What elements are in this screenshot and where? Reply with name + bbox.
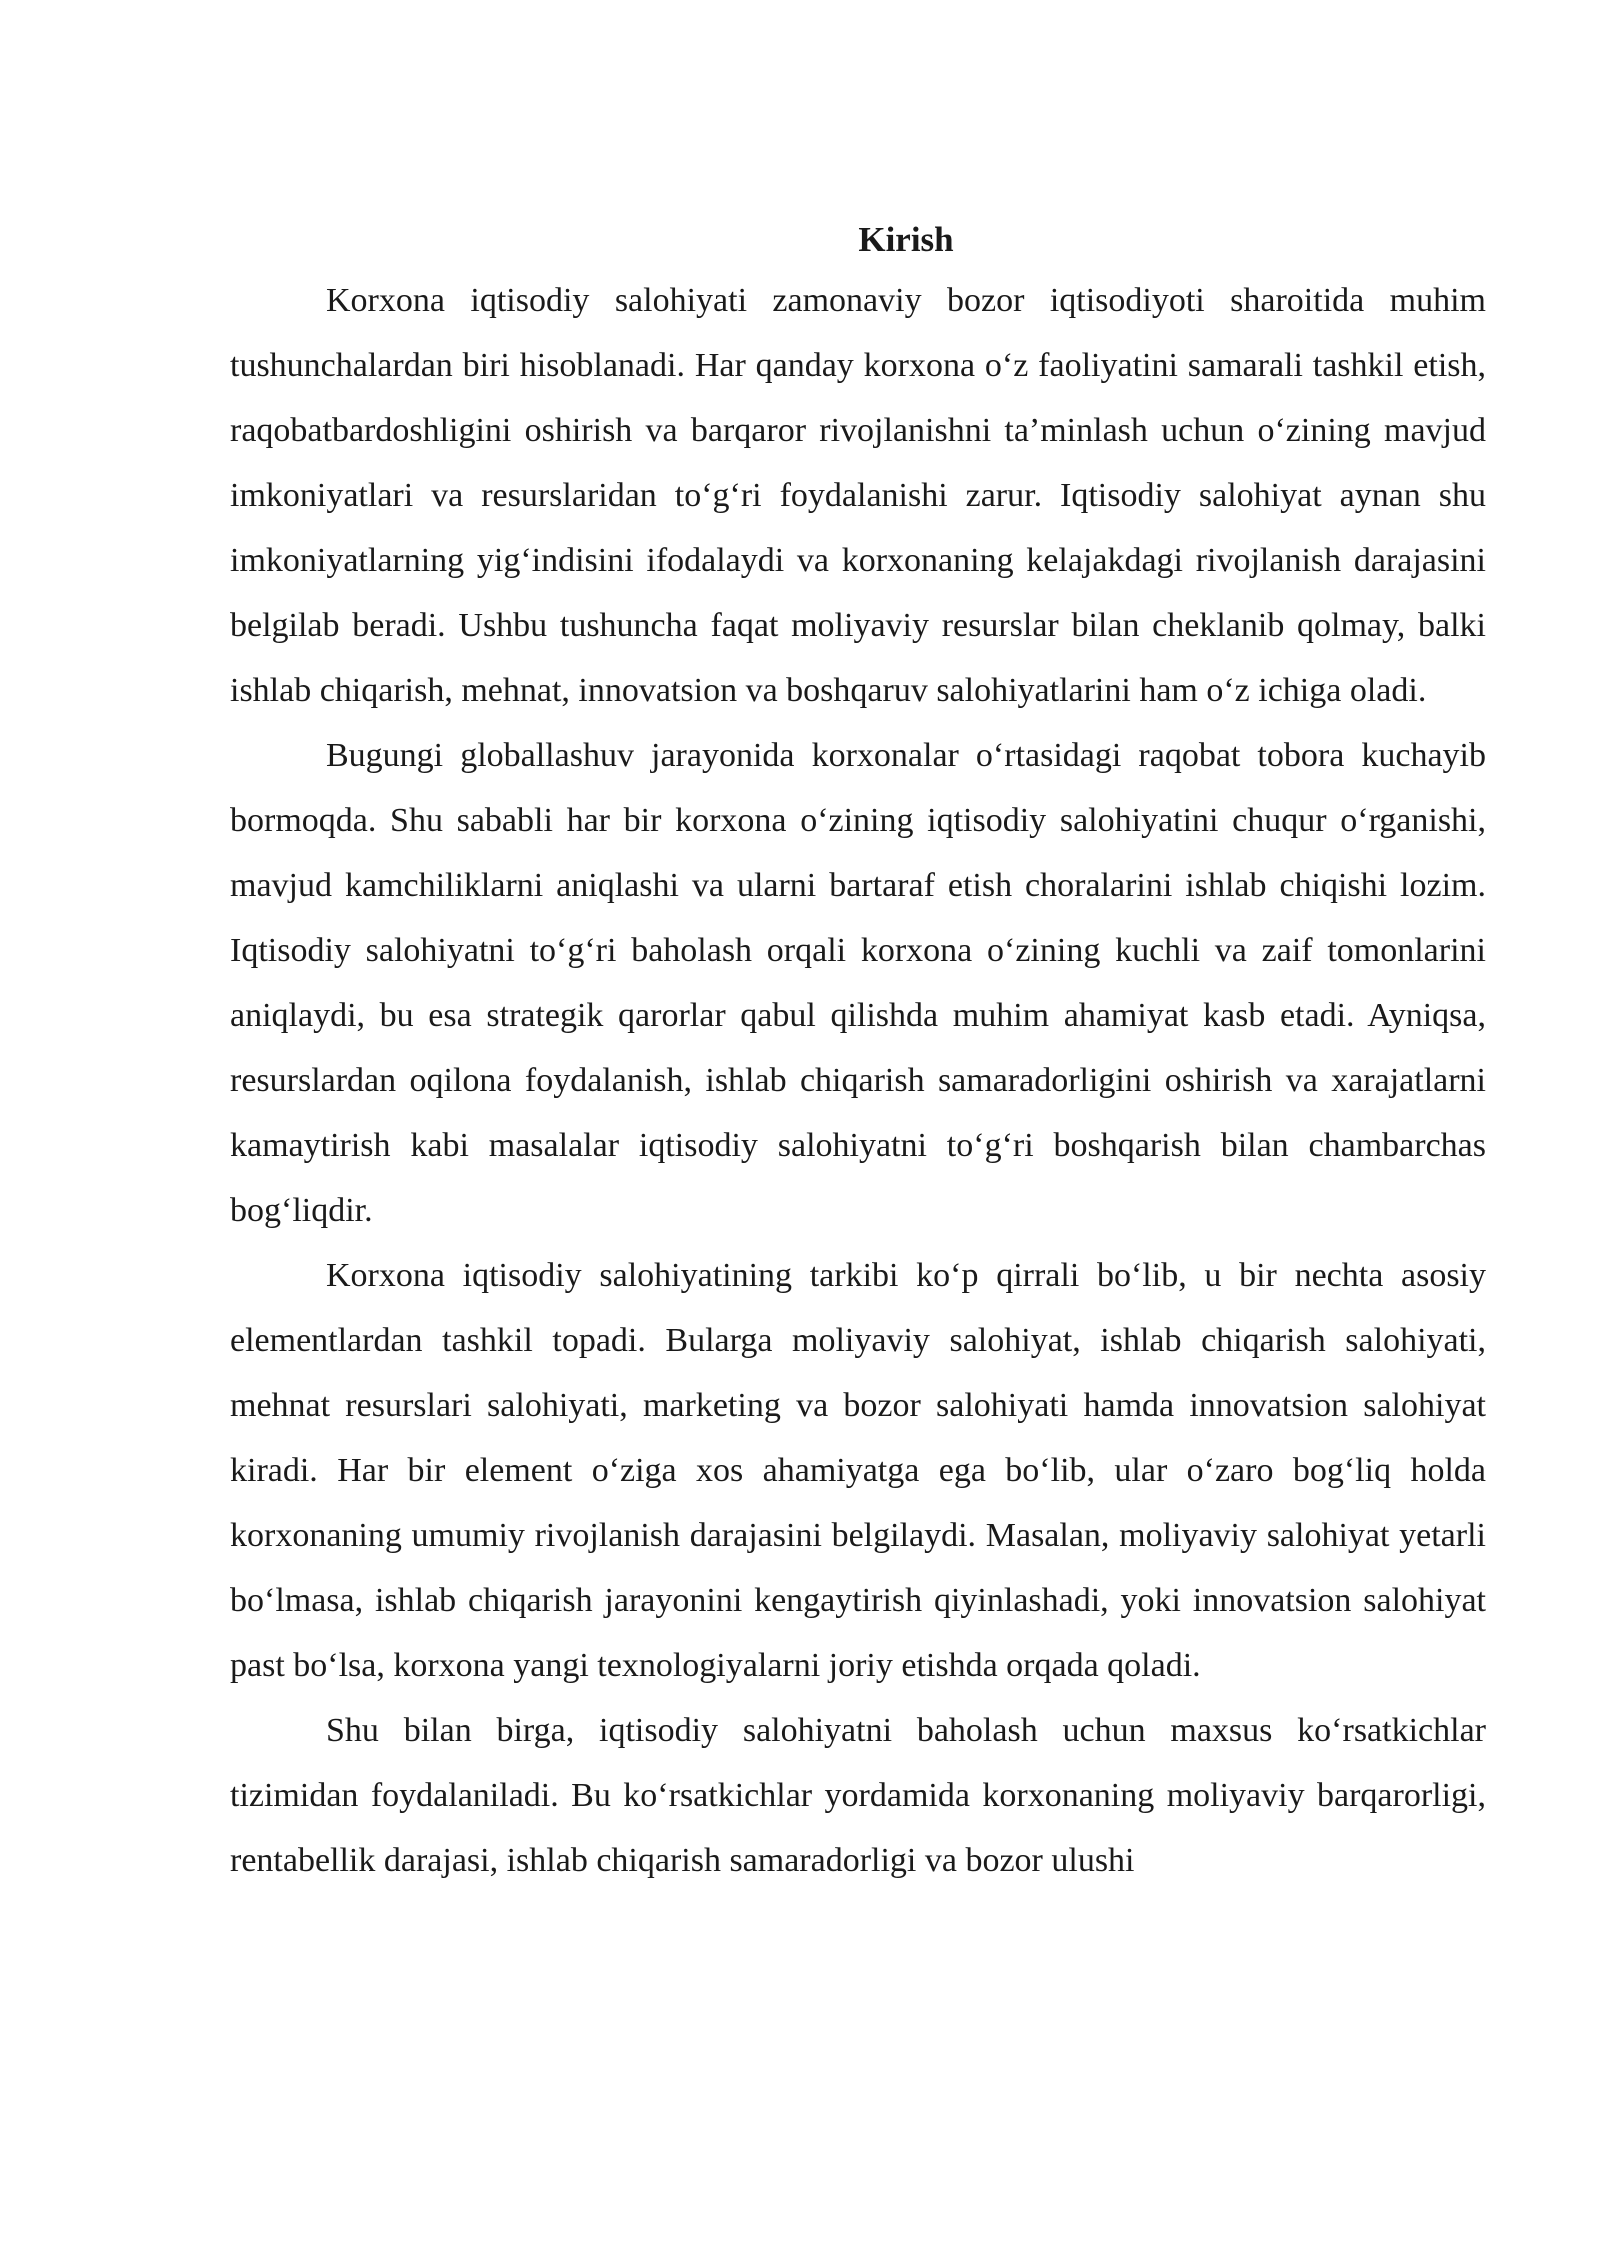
paragraph-3: Korxona iqtisodiy salohiyatining tarkibi ko‘p qirrali bo‘lib, u bir nechta asosiy elementlardan tashkil topadi. Bularga moliyaviy salohiyat, ishlab chiqarish salohiyati, mehnat resurslari salohiyati, marketing va bozor salohiyati hamda innovatsion salohiyat kiradi. Har bir element o‘ziga xos ahamiyatga ega bo‘lib, ular o‘zaro bog‘liq holda korxonaning umumiy rivojlanish darajasini belgilaydi. Masalan, moliyaviy salohiyat yetarli bo‘lmasa, ishlab chiqarish jarayonini kengaytirish qiyinlashadi, yoki innovatsion salohiyat past bo‘lsa, korxona yangi texnologiyalarni joriy etishda orqada qoladi. xyxy=(230,1257,1486,1684)
paragraph-2: Bugungi globallashuv jarayonida korxonalar o‘rtasidagi raqobat tobora kuchayib bormoqda. Shu sababli har bir korxona o‘zining iqtisodiy salohiyatini chuqur o‘rganishi, mavjud kamchiliklarni aniqlashi va ularni bartaraf etish choralarini ishlab chiqishi lozim. Iqtisodiy salohiyatni to‘g‘ri baholash orqali korxona o‘zining kuchli va zaif tomonlarini aniqlaydi, bu esa strategik qarorlar qabul qilishda muhim ahamiyat kasb etadi. Ayniqsa, resurslardan oqilona foydalanish, ishlab chiqarish samaradorligini oshirish va xarajatlarni kamaytirish kabi masalalar iqtisodiy salohiyatni to‘g‘ri boshqarish bilan chambarchas bog‘liqdir. xyxy=(230,737,1486,1229)
page-title: Kirish xyxy=(858,220,954,259)
paragraph-1: Korxona iqtisodiy salohiyati zamonaviy bozor iqtisodiyoti sharoitida muhim tushunchalardan biri hisoblanadi. Har qanday korxona o‘z faoliyatini samarali tashkil etish, raqobatbardoshligini oshirish va barqaror rivojlanishni ta’minlash uchun o‘zining mavjud imkoniyatlari va resurslaridan to‘g‘ri foydalanishi zarur. Iqtisodiy salohiyat aynan shu imkoniyatlarning yig‘indisini ifodalaydi va korxonaning kelajakdagi rivojlanish darajasini belgilab beradi. Ushbu tushuncha faqat moliyaviy resurslar bilan cheklanib qolmay, balki ishlab chiqarish, mehnat, innovatsion va boshqaruv salohiyatlarini ham o‘z ichiga oladi. xyxy=(230,282,1486,709)
document-page xyxy=(230,212,1486,1893)
paragraph-4: Shu bilan birga, iqtisodiy salohiyatni baholash uchun maxsus ko‘rsatkichlar tizimidan foydalaniladi. Bu ko‘rsatkichlar yordamida korxonaning moliyaviy barqarorligi, rentabellik darajasi, ishlab chiqarish samaradorligi va bozor ulushi xyxy=(230,1712,1486,1879)
